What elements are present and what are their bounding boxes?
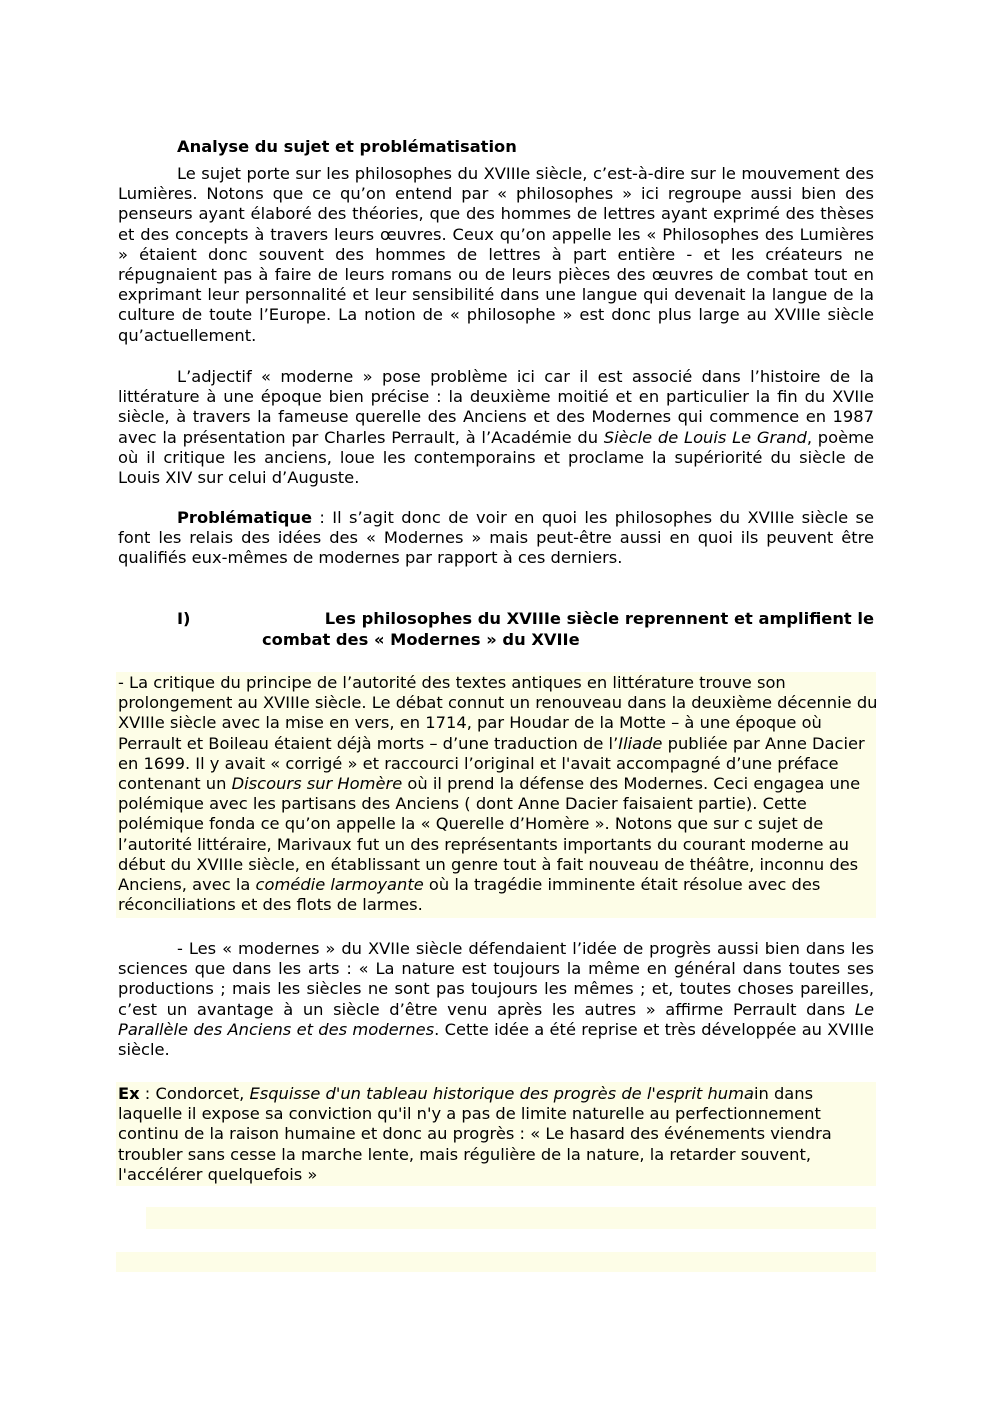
problematique-paragraph: Problématique : Il s’agit donc de voir en quoi les philosophes du XVIIIe siècle se font les relais des idées des « Modernes » mais peut-être aussi en quoi ils peuvent être qualifiés eux-mêmes de modernes par rapport à ces derniers. <box>118 508 874 568</box>
intro-paragraph-2: L’adjectif « moderne » pose problème ici car il est associé dans l’histoire de la littérature à une époque bien précise : la deuxième moitié et en particulier la fin du XVIIe siècle, à travers la fameuse querelle des Anciens et des Modernes qui commence en 1987 avec la présentation par Charles Perrault, à l’Académie du Siècle de Louis Le Grand, poème où il critique les anciens, loue les contemporains et proclame la supériorité du siècle de Louis XIV sur celui d’Auguste. <box>118 367 874 488</box>
section-heading: Analyse du sujet et problématisation <box>177 137 517 156</box>
work-title-discours: Discours sur Homère <box>231 774 403 794</box>
critique-paragraph: - La critique du principe de l’autorité des textes antiques en littérature trouve son prolongement au XVIIIe siècle. Le débat connut un renouveau dans la deuxième décennie du XVIIIe siècle avec la mise en vers, en 1714, par Houdar de la Motte – à une époque où Perrault et Boileau étaient déjà morts – d’une traduction de l’Iliade publiée par Anne Dacier en 1699. Il y avait « corrigé » et raccourci l’original et l'avait accompagné d’une préface contenant un Discours sur Homère où il prend la défense des Modernes. Ceci engagea une polémique avec les partisans des Anciens ( dont Anne Dacier faisaient partie). Cette polémique fonda ce qu’on appelle la « Querelle d’Homère ». Notons que sur c sujet de l’autorité littéraire, Marivaux fut un des représentants importants du courant moderne au début du XVIIIe siècle, en établissant un genre tout à fait nouveau de théâtre, inconnu des Anciens, avec la comédie larmoyante où la tragédie imminente était résolue avec des réconciliations et des flots de larmes. <box>118 673 878 915</box>
section-title-line-1: Les philosophes du XVIIIe siècle reprennent et amplifient le <box>324 609 874 628</box>
genre-name: comédie larmoyante <box>255 875 424 895</box>
empty-highlight-bar-1 <box>146 1207 876 1229</box>
example-paragraph: Ex : Condorcet, Esquisse d'un tableau historique des progrès de l'esprit humain dans laquelle il expose sa conviction qu'il n'y a pas de limite naturelle au perfectionnement continu de la raison humaine et donc au progrès : « Le hasard des événements viendra troubler sans cesse la marche lente, mais régulière de la nature, la retarder souvent, l'accélérer quelquefois » <box>118 1084 832 1184</box>
work-title-parallele: Le Parallèle des Anciens et des modernes <box>118 999 874 1039</box>
section-title-line-2: combat des « Modernes » du XVIIe <box>262 630 580 649</box>
empty-highlight-bar-2 <box>116 1252 876 1272</box>
section-number: I) <box>177 609 191 628</box>
problematique-label: Problématique <box>177 508 313 527</box>
work-title-esquisse: Esquisse d'un tableau historique des progrès de l'esprit huma <box>249 1084 754 1103</box>
example-label: Ex <box>118 1084 140 1103</box>
work-title-iliade: Iliade <box>618 733 663 753</box>
book-title: Siècle de Louis Le Grand <box>603 427 807 447</box>
progres-paragraph: - Les « modernes » du XVIIe siècle défendaient l’idée de progrès aussi bien dans les sciences que dans les arts : « La nature est toujours la même en général dans toutes ses productions ; mais les siècles ne sont pas toujours les mêmes ; et, toutes choses pareilles, c’est un avantage à un siècle d’être venu après les autres » affirme Perrault dans Le Parallèle des Anciens et des modernes. Cette idée a été reprise et très développée au XVIIIe siècle. <box>118 939 875 1060</box>
intro-paragraph-1: Le sujet porte sur les philosophes du XVIIIe siècle, c’est-à-dire sur le mouvement des Lumières. Notons que ce qu’on entend par « philosophes » ici regroupe aussi bien des penseurs ayant élaboré des théories, que des hommes de lettres ayant exprimé des thèses et des concepts à travers leurs œuvres. Ceux qu’on appelle les « Philosophes des Lumières » étaient donc souvent des hommes de lettres à part entière - et les créateurs ne répugnaient pas à faire de leurs romans ou de leurs pièces des œuvres de combat tout en exprimant leur personnalité et leur sensibilité dans une langue qui devenait la langue de la culture de toute l’Europe. La notion de « philosophe » est donc plus large au XVIIIe siècle qu’actuellement. <box>118 164 874 345</box>
